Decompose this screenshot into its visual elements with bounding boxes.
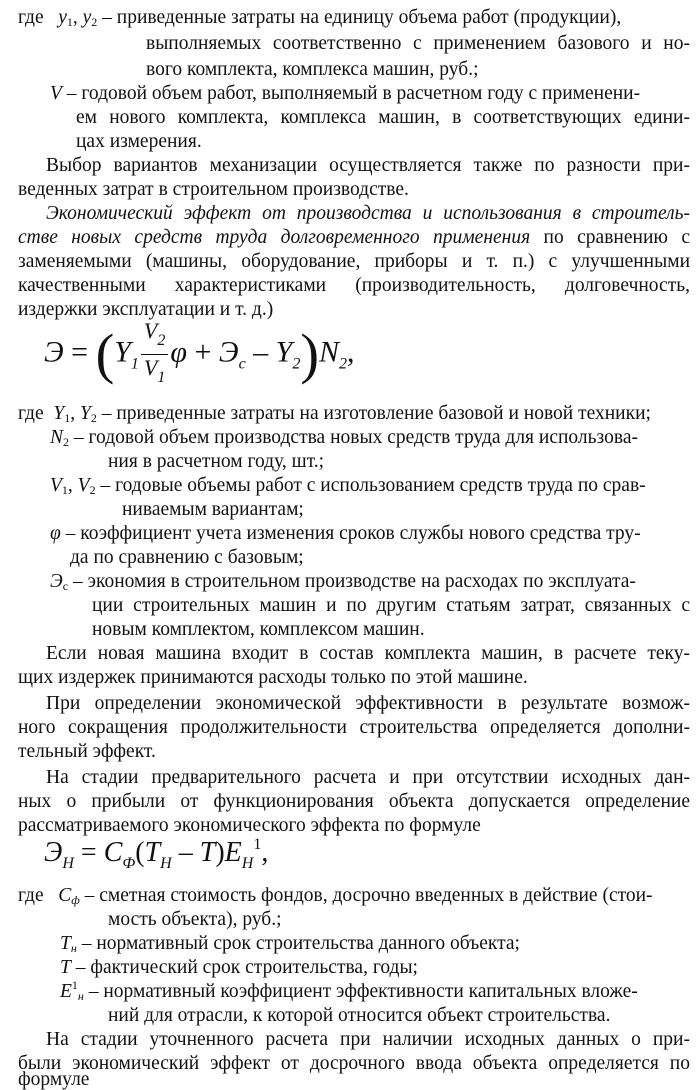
text-run: по сравнению с xyxy=(530,227,691,248)
formula-symbol: Э xyxy=(44,335,64,369)
paragraph-line: издержки эксплуатации и т. д.) xyxy=(18,299,274,320)
definition-v xyxy=(50,82,640,106)
formula-operator: – xyxy=(178,837,193,868)
italic-term: стве новых средств труда долговременного применения xyxy=(18,227,531,248)
sub-1: 1 xyxy=(61,483,68,497)
paragraph-line: щих издержек принимаются расходы только по этой машине. xyxy=(18,667,528,688)
definition-text: – коэффициент учета изменения сроков службы нового средства тру- xyxy=(60,523,641,544)
sub-1: 1 xyxy=(64,411,71,425)
symbol-t: Т xyxy=(60,957,71,978)
symbol-t: Т xyxy=(60,933,71,954)
formula-symbol: φ xyxy=(170,335,187,369)
where-label: где xyxy=(18,7,44,28)
paragraph-line: ных о прибыли от функционирования объекта допускается определение xyxy=(18,791,690,812)
definition-continuation: мость объекта), руб.; xyxy=(108,909,282,930)
symbol-e: E xyxy=(60,981,72,1002)
formula-superscript: 1 xyxy=(253,836,262,853)
definition-text: – фактический срок строительства, годы; xyxy=(70,957,418,978)
formula-paren-close: ) xyxy=(215,837,225,868)
symbol-v: V xyxy=(50,475,62,496)
formula-fraction xyxy=(141,318,168,391)
formula-subscript: Н xyxy=(160,855,172,872)
formula-symbol: Y xyxy=(114,335,131,369)
formula-symbol: T xyxy=(144,837,161,868)
formula-subscript: с xyxy=(238,355,246,373)
formula-paren-open: ( xyxy=(135,837,145,868)
definition-continuation: ции строительных машин и по другим статьям затрат, связанных с xyxy=(92,595,690,616)
paragraph-line: ного сокращения продолжительности строительства определяется дополни- xyxy=(18,717,690,738)
sub-2: 2 xyxy=(89,483,96,497)
formula-operator: – xyxy=(253,335,269,369)
sub-f: ф xyxy=(71,893,80,907)
sub-2: 2 xyxy=(90,411,97,425)
paragraph-line: заменяемыми (машины, оборудование, приборы и т. п.) с улучшенными xyxy=(18,251,690,272)
formula-operator: = xyxy=(80,837,97,868)
symbol-y: y xyxy=(82,7,92,28)
formula-subscript: 2 xyxy=(292,355,301,373)
definition-text: – годовые объемы работ с использованием средств труда по срав- xyxy=(95,475,646,496)
paragraph-line: На стадии предварительного расчета и при отсутствии исходных дан- xyxy=(46,767,690,788)
definition-continuation: новым комплектом, комплексом машин. xyxy=(92,619,425,640)
definition-t xyxy=(60,956,418,980)
definition-y1-y2: где $y_1$, $y_2$ – приведенные затраты на единицу объема работ (продукции), xyxy=(18,7,622,29)
symbol-n: N xyxy=(50,427,64,448)
definition-text: – приведенные затраты на изготовление базовой и новой техники; xyxy=(96,403,651,424)
formula-punctuation: , xyxy=(261,837,269,868)
paragraph-line: веденных затрат в строительном производстве. xyxy=(18,179,409,200)
definition-phi xyxy=(50,522,641,546)
symbol-e: Э xyxy=(50,571,63,592)
paragraph-line: При определении экономической эффективности в результате возмож- xyxy=(46,693,690,714)
symbol-y: Y xyxy=(79,403,91,424)
formula-operator: = xyxy=(71,335,89,369)
definition-text: – нормативный срок строительства данного объекта; xyxy=(76,933,520,954)
definition-cf xyxy=(18,884,653,908)
definition-continuation: ний для отрасли, к которой относится объект строительства. xyxy=(108,1005,611,1026)
definition-y1-y2: где $Y_1$, $Y_2$ – приведенные затраты на изготовление базовой и новой техники; xyxy=(18,403,651,425)
definition-tn xyxy=(60,932,520,956)
symbol-v: V xyxy=(77,475,90,496)
formula-subscript: Н xyxy=(62,855,74,872)
symbol-v: V xyxy=(50,83,62,104)
sub-n: н xyxy=(70,941,77,955)
sub-2: 2 xyxy=(91,15,98,29)
definition-text: – годовой объем работ, выполняемый в расчетном году с применени- xyxy=(61,83,641,104)
formula-paren-close: ) xyxy=(300,323,320,386)
formula-punctuation: , xyxy=(347,335,355,369)
formula-symbol: С xyxy=(103,837,123,868)
formula-symbol: E xyxy=(224,837,242,868)
definition-continuation: цах измерения. xyxy=(76,131,202,152)
paragraph-line: качественными характеристиками (производительность, долговечность, xyxy=(18,275,690,296)
formula-subscript: Н xyxy=(241,855,254,872)
formula-paren-open: ( xyxy=(95,323,115,386)
paragraph-line: были экономический эффект от досрочного ввода объекта определяется по xyxy=(18,1053,690,1074)
definition-v1-v2: $V_1$, $V_2$ – годовые объемы работ с использованием средств труда по срав- xyxy=(50,475,646,497)
paragraph-line: рассматриваемого экономического эффекта по формуле xyxy=(18,815,481,836)
symbol-c: С xyxy=(58,885,72,906)
definition-ec xyxy=(50,570,636,594)
formula-symbol: N xyxy=(319,335,340,369)
fraction-denominator: V xyxy=(143,355,158,380)
definition-continuation: ниваемым вариантам; xyxy=(122,499,304,520)
paragraph-line: формуле xyxy=(18,1069,90,1090)
paragraph-line xyxy=(18,226,690,250)
fraction-numerator: V xyxy=(143,318,158,343)
definition-text: – экономия в строительном производстве на расходах по эксплуата- xyxy=(68,571,636,592)
paragraph-line: На стадии уточненного расчета при наличии исходных данных о при- xyxy=(46,1029,690,1050)
definition-continuation: вого комплекта, комплекса машин, руб.; xyxy=(146,59,479,80)
formula-subscript: 1 xyxy=(157,369,166,386)
formula-subscript: 2 xyxy=(157,332,166,349)
sub-1: 1 xyxy=(66,15,73,29)
formula-early-commissioning-effect xyxy=(44,836,268,873)
sup-1: 1 xyxy=(71,978,78,992)
definition-continuation: да по сравнению с базовым; xyxy=(70,547,304,568)
symbol-y: y xyxy=(58,7,67,28)
formula-subscript: Ф xyxy=(122,855,136,872)
formula-symbol: Э xyxy=(218,335,239,369)
formula-symbol: Y xyxy=(275,335,293,369)
paragraph-line: Если новая машина входит в состав комплекта машин, в расчете теку- xyxy=(46,643,690,664)
formula-symbol: Э xyxy=(44,837,63,868)
formula-subscript: 2 xyxy=(339,355,348,373)
paragraph-line: тельный эффект. xyxy=(18,741,156,762)
paragraph-line: Выбор вариантов механизации осуществляется также по разности при- xyxy=(46,155,690,176)
where-label: где xyxy=(18,885,44,906)
formula-symbol: T xyxy=(199,837,216,868)
definition-continuation: ния в расчетном году, шт.; xyxy=(108,451,325,472)
formula-economic-effect xyxy=(44,318,355,391)
formula-subscript: 1 xyxy=(130,355,139,373)
definition-text: – нормативный коэффициент эффективности капитальных вложе- xyxy=(83,981,638,1002)
definition-n2 xyxy=(50,426,638,450)
symbol-phi: φ xyxy=(50,523,61,544)
definition-en xyxy=(60,980,638,1004)
symbol-y: Y xyxy=(53,403,65,424)
definition-text: – годовой объем производства новых средств труда для использова- xyxy=(69,427,638,448)
definition-continuation: ем нового комплекта, комплекса машин, в соответствующих едини- xyxy=(76,107,690,128)
sub-n: н xyxy=(77,989,84,1003)
sub-c: с xyxy=(62,579,69,593)
definition-continuation: выполняемых соответственно с применением базового и но- xyxy=(146,33,690,54)
formula-operator: + xyxy=(194,335,212,369)
paragraph-line-italic: Экономический эффект от производства и использования в строитель- xyxy=(46,203,690,224)
sub-2: 2 xyxy=(63,435,70,449)
definition-text: – приведенные затраты на единицу объема работ (продукции), xyxy=(97,7,622,28)
where-label: где xyxy=(18,403,44,424)
definition-text: – сметная стоимость фондов, досрочно введенных в действие (стои- xyxy=(79,885,653,906)
